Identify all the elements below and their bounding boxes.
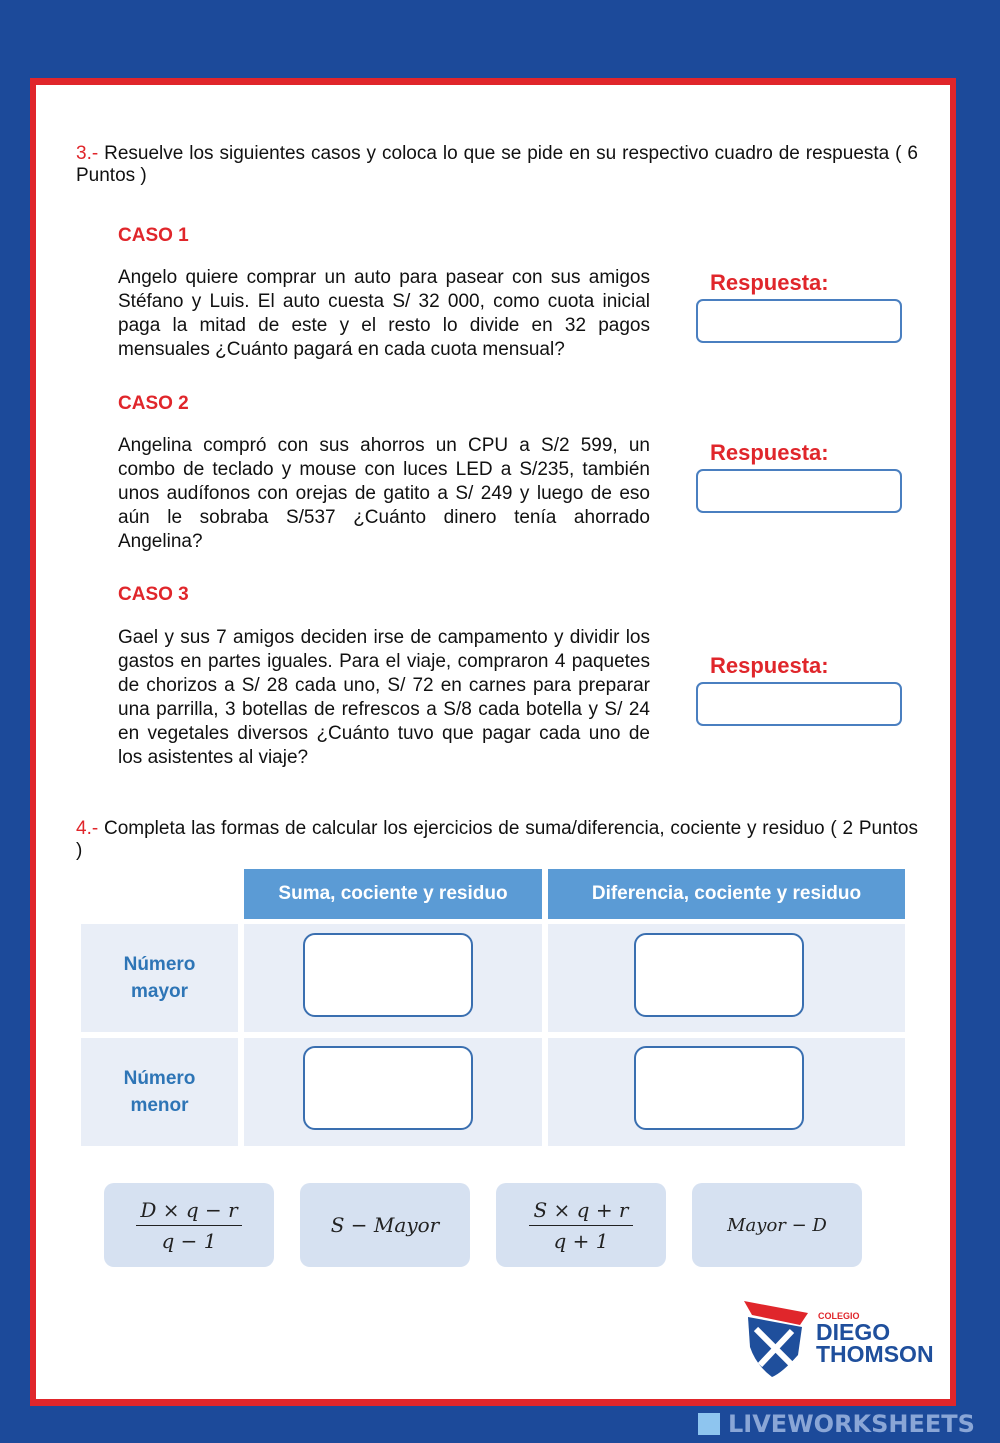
caso-1-text: Angelo quiere comprar un auto para pasear con sus amigos Stéfano y Luis. El auto cuesta S/ 32 000, como cuota inicial paga la mitad de este y el resto lo divide en 32 pagos mensuales ¿Cuánto pagará en cada cuota mensual? bbox=[118, 267, 650, 360]
option-chip-2[interactable] bbox=[300, 1183, 470, 1267]
option-expression: S − Mayor bbox=[330, 1213, 440, 1237]
row-header-numero-mayor-label: Número mayor bbox=[123, 954, 196, 1002]
option-chip-4[interactable] bbox=[692, 1183, 862, 1267]
logo-line-1: DIEGO bbox=[816, 1319, 891, 1345]
caso-1-answer-label: Respuesta: bbox=[710, 270, 829, 295]
caso-3-answer-input[interactable] bbox=[696, 682, 902, 726]
question-4-title bbox=[76, 818, 918, 862]
fraction-denominator: q + 1 bbox=[553, 1228, 609, 1253]
caso-1-answer-input[interactable] bbox=[696, 299, 902, 343]
logo-small-text: COLEGIO bbox=[818, 1311, 860, 1321]
liveworksheets-logo-icon bbox=[698, 1413, 720, 1435]
row-header-numero-menor-label: Número menor bbox=[123, 1068, 196, 1116]
table-header-suma: Suma, cociente y residuo bbox=[244, 869, 542, 919]
footer-watermark: LIVEWORKSHEETS bbox=[728, 1410, 975, 1438]
question-4-text: Completa las formas de calcular los ejercicios de suma/diferencia, cociente y residuo ( 2 Puntos ) bbox=[76, 818, 918, 861]
caso-2-label: CASO 2 bbox=[118, 393, 189, 414]
shield-icon bbox=[742, 1295, 812, 1379]
caso-3-label: CASO 3 bbox=[118, 584, 189, 605]
fraction bbox=[136, 1198, 241, 1253]
row-header-numero-menor bbox=[81, 1038, 238, 1146]
fraction-denominator: q − 1 bbox=[161, 1228, 217, 1253]
drop-zone-diferencia-mayor[interactable] bbox=[634, 933, 804, 1017]
question-3-text: Resuelve los siguientes casos y coloca lo que se pide en su respectivo cuadro de respuesta ( 6 Puntos ) bbox=[76, 143, 918, 186]
option-chip-1[interactable] bbox=[104, 1183, 274, 1267]
drop-zone-suma-menor[interactable] bbox=[303, 1046, 473, 1130]
fraction bbox=[529, 1198, 632, 1253]
question-4-number: 4.- bbox=[76, 818, 99, 839]
caso-2-answer-label: Respuesta: bbox=[710, 440, 829, 465]
caso-3-text: Gael y sus 7 amigos deciden irse de campamento y dividir los gastos en partes iguales. Para el viaje, compraron 4 paquetes de chorizos a S/ 28 cada uno, S/ 72 en carnes para preparar una parrilla, 3 botellas de refrescos a S/8 cada botella y S/ 24 en vegetales diversos ¿Cuánto tuvo que pagar cada uno de los asistentes al viaje? bbox=[118, 627, 650, 768]
table-header-diferencia: Diferencia, cociente y residuo bbox=[548, 869, 905, 919]
fraction-numerator: D × q − r bbox=[136, 1198, 241, 1226]
caso-3-answer-label: Respuesta: bbox=[710, 653, 829, 678]
option-chip-3[interactable] bbox=[496, 1183, 666, 1267]
question-3-title bbox=[76, 143, 918, 187]
drop-zone-suma-mayor[interactable] bbox=[303, 933, 473, 1017]
caso-2-answer-input[interactable] bbox=[696, 469, 902, 513]
option-expression: Mayor − D bbox=[727, 1214, 827, 1236]
question-3-number: 3.- bbox=[76, 143, 99, 164]
logo-line-2: THOMSON bbox=[816, 1341, 934, 1367]
fraction-numerator: S × q + r bbox=[529, 1198, 632, 1226]
school-logo bbox=[742, 1295, 932, 1385]
drop-zone-diferencia-menor[interactable] bbox=[634, 1046, 804, 1130]
caso-1-label: CASO 1 bbox=[118, 225, 189, 246]
row-header-numero-mayor bbox=[81, 924, 238, 1032]
caso-2-text: Angelina compró con sus ahorros un CPU a S/2 599, un combo de teclado y mouse con luces LED a S/235, también unos audífonos con orejas de gatito a S/ 249 y luego de eso aún le sobraba S/537 ¿Cuánto dinero tenía ahorrado Angelina? bbox=[118, 435, 650, 552]
worksheet-page bbox=[30, 78, 956, 1406]
